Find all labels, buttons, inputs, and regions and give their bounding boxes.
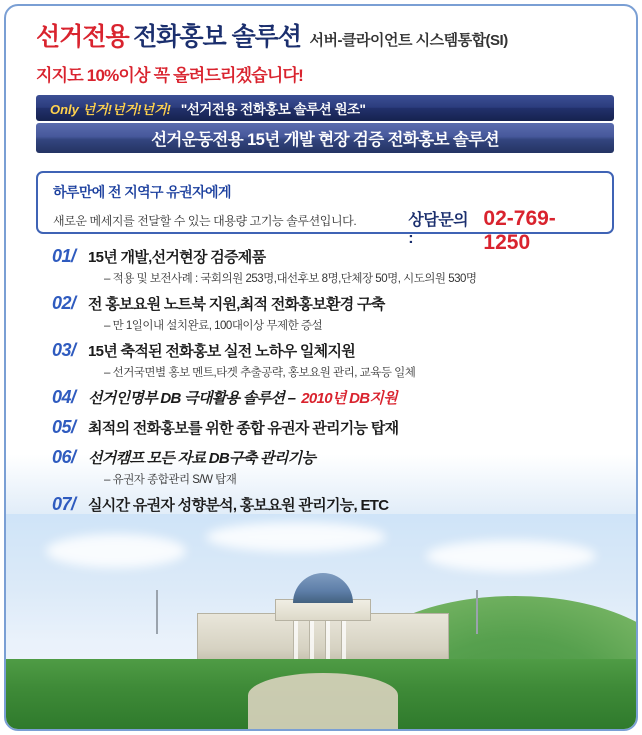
banner-quote-text: "선거전용 전화홍보 솔루션 원조" <box>180 102 366 117</box>
contact-label: 상담문의 : <box>408 212 469 247</box>
cloud-shape <box>206 522 386 552</box>
list-item-sub: – 적용 및 보전사례 : 국회의원 253명,대선후보 8명,단체장 50명, 시도의원 530명 <box>104 273 477 285</box>
list-item-number: 06/ <box>52 447 76 467</box>
tree <box>211 641 225 685</box>
feature-list <box>52 246 617 548</box>
garden-path <box>248 673 398 729</box>
tree <box>256 643 270 687</box>
list-item-number: 04/ <box>52 387 76 407</box>
title-red: 선거전용 <box>36 23 129 51</box>
tree <box>306 641 320 685</box>
banner-bar-primary <box>36 95 614 121</box>
list-item <box>52 246 617 286</box>
tree <box>404 641 418 685</box>
flag-pole <box>476 590 478 634</box>
contact-description: 새로운 메세지를 전달할 수 있는 대용량 고기능 솔루션입니다. <box>53 214 357 228</box>
list-item-highlight: 2010년 DB지원 <box>301 390 397 407</box>
list-item <box>52 447 617 487</box>
flag-pole <box>156 590 158 634</box>
building-column <box>293 621 298 661</box>
tree <box>501 641 515 685</box>
list-item-text: 선거캠프 모든 자료 DB구축 관리기능 <box>88 450 316 467</box>
banner-only-text: Only 넌거!넌거!넌거! <box>50 101 171 117</box>
list-item-number: 07/ <box>52 494 76 514</box>
list-item-number: 01/ <box>52 246 76 266</box>
list-item-sub: – 선거국면별 홍보 멘트,타겟 추출공략, 홍보요원 관리, 교육등 일체 <box>104 367 416 379</box>
list-item <box>52 387 617 414</box>
tree <box>451 645 465 689</box>
header <box>6 6 636 86</box>
list-item-sub: – 유권자 종합관리 S/W 탑재 <box>104 474 237 486</box>
list-item-text: 선거인명부 DB 극대활용 솔루션 – <box>88 390 296 407</box>
list-item-text: 실시간 유권자 성향분석, 홍보요원 관리기능, ETC <box>88 497 389 514</box>
building-column <box>325 621 330 661</box>
list-item <box>52 417 617 444</box>
contact-headline: 하루만에 전 지역구 유권자에게 <box>53 184 231 200</box>
tree <box>354 643 368 687</box>
page-subtitle: 지지도 10%이상 꼭 올려드리겠습니다! <box>36 65 303 85</box>
list-item-spacer <box>52 408 617 414</box>
list-item-sub: – 만 1일이내 설치완료, 100대이상 무제한 증설 <box>104 320 323 332</box>
cloud-shape <box>46 534 186 568</box>
list-item-number: 03/ <box>52 340 76 360</box>
tree <box>166 645 180 689</box>
building-column <box>341 621 346 661</box>
list-item-number: 05/ <box>52 417 76 437</box>
list-item-text: 15년 개발,선거현장 검증제품 <box>88 249 266 266</box>
capitol-scenery-image <box>6 514 638 729</box>
list-item <box>52 293 617 333</box>
list-item-text: 15년 축적된 전화홍보 실전 노하우 일체지원 <box>88 343 356 360</box>
title-navy: 전화홍보 솔루션 <box>133 23 302 51</box>
tree <box>126 641 140 685</box>
list-item <box>52 340 617 380</box>
page-frame <box>4 4 638 731</box>
list-item-spacer <box>52 438 617 444</box>
contact-phone-number[interactable]: 02-769-1250 <box>483 207 556 254</box>
cloud-shape <box>426 540 596 572</box>
banner-bar-secondary: 선거운동전용 15년 개발 현장 검증 전화홍보 솔루션 <box>36 123 614 153</box>
list-item-number: 02/ <box>52 293 76 313</box>
page-title <box>36 24 610 52</box>
list-item-text: 전 홍보요원 노트북 지원,최적 전화홍보환경 구축 <box>88 296 385 313</box>
list-item-text: 최적의 전화홍보를 위한 종합 유권자 관리기능 탑재 <box>88 420 399 437</box>
contact-box <box>36 171 614 254</box>
title-small: 서버-클라이언트 시스템통합(SI) <box>309 32 508 49</box>
